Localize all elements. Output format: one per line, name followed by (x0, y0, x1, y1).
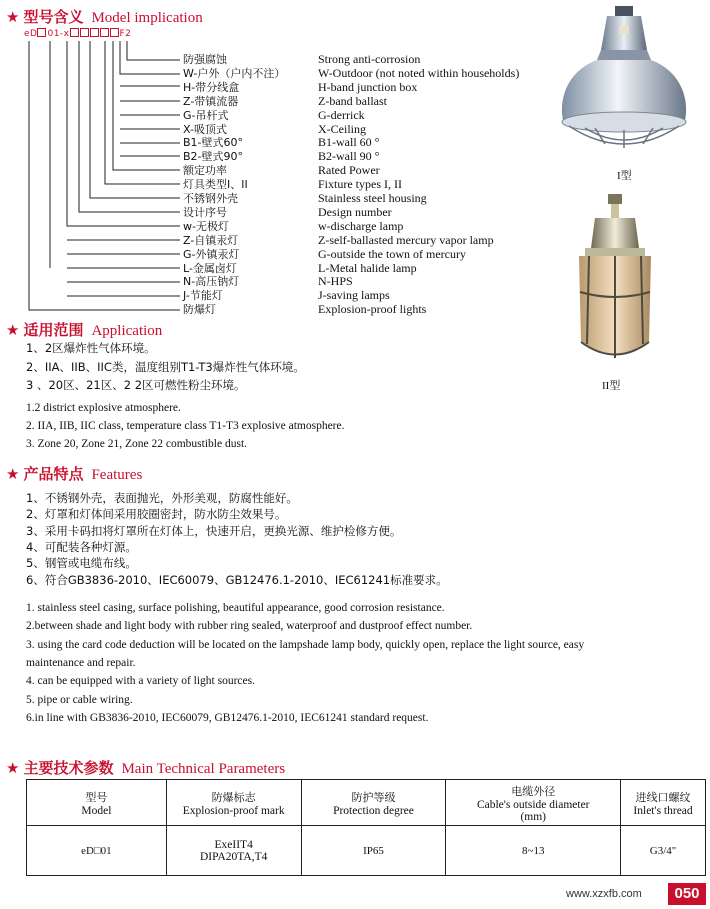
star-icon: ★ (6, 323, 20, 339)
legend-item-cn: X-吸顶式 (183, 122, 227, 136)
legend-item-en: H-band junction box (318, 79, 418, 94)
legend-item-cn: 设计序号 (183, 205, 227, 219)
legend-item-cn: w-无极灯 (183, 219, 229, 233)
legend-item-en: Z-band ballast (318, 93, 387, 108)
model-bracket-lines (0, 0, 190, 320)
feature-item-en: 5. pipe or cable wiring. (26, 693, 133, 706)
star-icon: ★ (6, 761, 20, 777)
legend-item-en: w-discharge lamp (318, 218, 404, 233)
legend-item-cn: 防强腐蚀 (183, 53, 227, 66)
star-icon: ★ (6, 467, 20, 483)
cell-protection: IP65 (301, 826, 446, 876)
feature-item-cn: 2、灯罩和灯体间采用胶圈密封，防水防尘效果号。 (26, 507, 287, 522)
feature-item-en: 3. using the card code deduction will be located on the lampshade lamp body, quickly open, replace the light source, easy (26, 638, 585, 651)
legend-item-en: X-Ceiling (318, 121, 366, 136)
legend-item-en: Z-self-ballasted mercury vapor lamp (318, 232, 494, 247)
feature-item-en: 2.between shade and light body with rubber ring sealed, waterproof and dustproof effect number. (26, 620, 473, 633)
legend-item-cn: J-节能灯 (183, 289, 223, 303)
section-title-params: ★ 主要技术参数 Main Technical Parameters (6, 759, 286, 777)
cell-mark: ExeIIT4 DIPA20TA,T4 (166, 826, 301, 876)
legend-item-en: Fixture types I, II (318, 177, 402, 192)
section-title-features: ★ 产品特点 Features (6, 465, 143, 483)
legend-item-cn: Z-带镇流器 (183, 94, 239, 108)
application-item-en: 2. IIA, IIB, IIC class, temperature class T1-T3 explosive atmosphere. (26, 420, 345, 432)
feature-item-cn: 4、可配装各种灯源。 (26, 539, 137, 554)
feature-item-cn: 3、采用卡码扣将灯罩所在灯体上，快速开启，更换光源、维护检修方便。 (26, 523, 402, 538)
parameters-table (26, 779, 706, 876)
legend-item-cn: Z-自镇汞灯 (183, 233, 239, 247)
legend-item-cn: B2-壁式90° (183, 150, 244, 164)
feature-item-en: 6.in line with GB3836-2010, IEC60079, GB12476.1-2010, IEC61241 standard request. (26, 711, 429, 724)
table-row (27, 826, 706, 876)
feature-item-en: 4. can be equipped with a variety of light sources. (26, 675, 255, 688)
page-number: 050 (668, 883, 706, 905)
legend-item-en: B1-wall 60 ° (318, 135, 380, 150)
feature-item-cn: 1、不锈钢外壳，表面抛光，外形美观，防腐性能好。 (26, 491, 298, 505)
cell-model: eD□01 (27, 826, 167, 876)
header-mark: 防爆标志 Explosion-proof mark (166, 780, 301, 826)
type1-caption: I型 (617, 170, 632, 182)
legend-item-en: G-outside the town of mercury (318, 246, 466, 261)
type2-caption: II型 (602, 380, 621, 392)
legend-item-cn: 额定功率 (183, 164, 227, 178)
feature-item-en: maintenance and repair. (26, 656, 136, 669)
application-item-en: 3. Zone 20, Zone 21, Zone 22 combustible dust. (26, 438, 248, 450)
legend-item-en: Explosion-proof lights (318, 302, 427, 317)
header-diameter: 电缆外径 Cable's outside diameter (mm) (446, 780, 621, 826)
legend-item-cn: W-户外（户内不注） (183, 66, 286, 80)
lamp-type1-image (555, 2, 695, 172)
legend-item-cn: L-金属卤灯 (183, 261, 237, 275)
feature-item-cn: 5、钢管或电缆布线。 (26, 556, 137, 571)
legend-item-cn: B1-壁式60° (183, 136, 244, 150)
header-model: 型号 Model (27, 780, 167, 826)
application-item-en: 1.2 district explosive atmosphere. (26, 402, 181, 414)
model-code: eD 01-x F2 (24, 29, 132, 39)
legend-item-en: G-derrick (318, 107, 365, 122)
application-item-cn: 3 、20区、21区、2 2区可燃性粉尘环境。 (26, 378, 246, 392)
legend-item-en: B2-wall 90 ° (318, 149, 380, 164)
legend-item-en: N-HPS (318, 274, 353, 289)
legend-item-cn: 防爆灯 (183, 303, 216, 317)
cell-diameter: 8~13 (446, 826, 621, 876)
legend-item-cn: 不锈钢外壳 (183, 192, 238, 205)
feature-item-cn: 6、符合GB3836-2010、IEC60079、GB12476.1-2010、IEC61241标准要求。 (26, 572, 448, 587)
legend-item-en: Rated Power (318, 163, 380, 178)
feature-item-en: 1. stainless steel casing, surface polishing, beautiful appearance, good corrosion resistance. (26, 602, 445, 614)
lamp-type2-image (565, 192, 665, 377)
section-title-model: ★ 型号含义 Model implication (6, 8, 203, 26)
legend-item-en: Design number (318, 204, 392, 219)
legend-item-en: L-Metal halide lamp (318, 260, 417, 275)
legend-item-cn: 灯具类型I、II (183, 178, 248, 192)
application-item-cn: 2、IIA、IIB、IIC类，温度组别T1-T3爆炸性气体环境。 (26, 359, 305, 374)
application-item-cn: 1、2区爆炸性气体环境。 (26, 341, 156, 355)
legend-item-en: Strong anti-corrosion (318, 52, 421, 66)
legend-item-cn: G-外镇汞灯 (183, 247, 240, 261)
legend-item-en: Stainless steel housing (318, 191, 427, 205)
table-header-row (27, 780, 706, 826)
legend-item-cn: H-带分线盒 (183, 80, 240, 94)
legend-item-cn: G-吊杆式 (183, 108, 229, 122)
section-title-application: ★ 适用范围 Application (6, 321, 163, 339)
legend-item-cn: N-高压钠灯 (183, 275, 240, 289)
header-protection: 防护等级 Protection degree (301, 780, 446, 826)
header-thread: 进线口螺纹 Inlet's thread (621, 780, 706, 826)
legend-item-en: W-Outdoor (not noted within households) (318, 65, 520, 80)
footer-url: www.xzxfb.com (566, 888, 642, 900)
cell-thread: G3/4" (621, 826, 706, 876)
legend-item-en: J-saving lamps (318, 288, 390, 303)
star-icon: ★ (6, 10, 20, 26)
